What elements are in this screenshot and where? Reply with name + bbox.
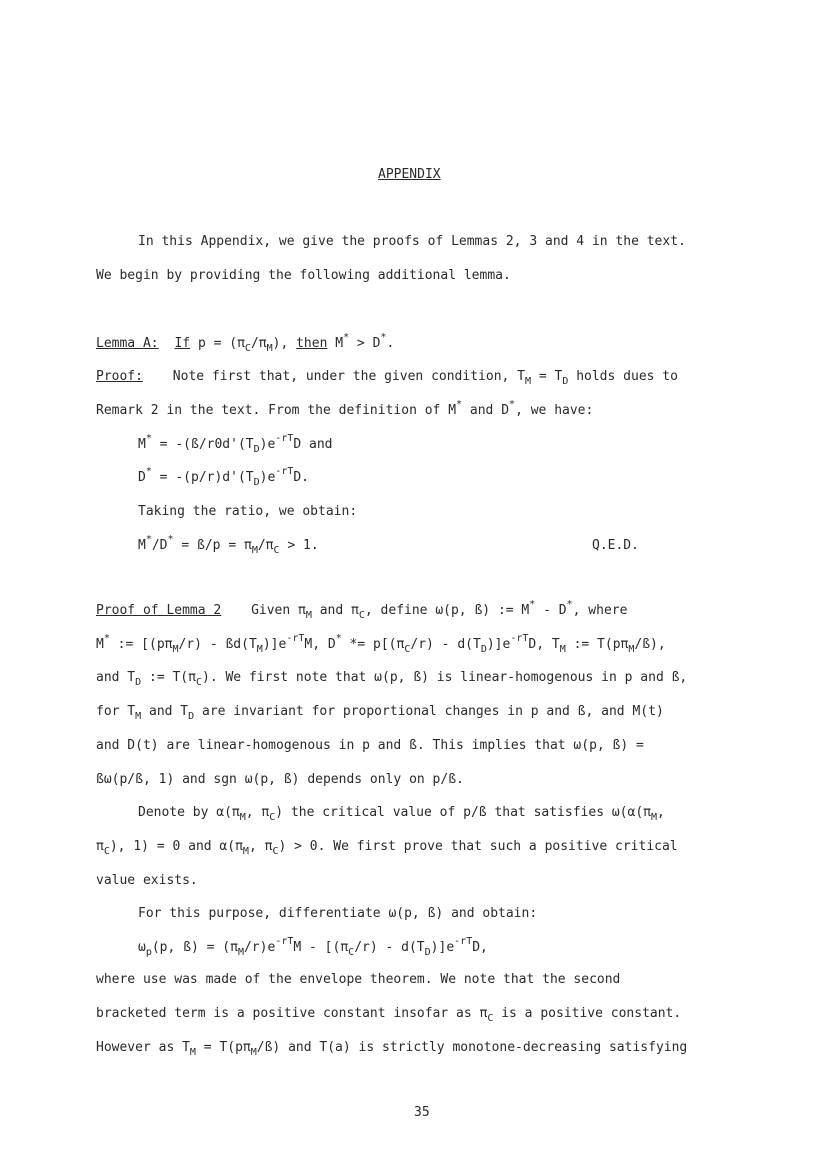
proof-a-equation-2: $D^* = -(p/r)d'(T_D)e^{-rT}D$. bbox=[138, 466, 310, 488]
proof-2-label: Proof of Lemma 2 bbox=[96, 603, 222, 618]
proof-2-line-1: Proof of Lemma 2 Given $\pi_M$ and $\pi_C$, define ω(p, ß) := M* - D*, where bbox=[96, 599, 628, 621]
proof-2-line-2: M* := [$(p\pi_M/r)$ - $ßd(T_M)]e^{-rT}M$, $D^* *= p[(\pi_C/r) - d(T_D)]e^{-rT}D$, $T_M$ := $T(p\pi_M/ß)$, bbox=[96, 633, 666, 655]
proof-2-line-8: $\pi_C$), 1) = 0 and $\alpha(\pi_M$, $\pi_C) > 0$. We first prove that such a positive critical bbox=[96, 839, 678, 857]
proof-2-line-6: ßω(p/ß, 1) and sgn ω(p, ß) depends only on p/ß. bbox=[96, 772, 464, 787]
proof-2-line-10: For this purpose, differentiate ω(p, ß) and obtain: bbox=[138, 906, 538, 921]
intro-line-1: In this Appendix, we give the proofs of Lemmas 2, 3 and 4 in the text. bbox=[138, 234, 686, 249]
intro-line-2: We begin by providing the following additional lemma. bbox=[96, 268, 511, 283]
qed-mark: Q.E.D. bbox=[592, 538, 639, 553]
proof-2-line-13: However as $T_M$ = $T(p\pi_M/ß)$ and T(a) is strictly monotone-decreasing satisfying bbox=[96, 1040, 688, 1058]
proof-2-line-11: where use was made of the envelope theorem. We note that the second bbox=[96, 972, 621, 987]
proof-a-line-1: Proof: Note first that, under the given condition, $T_M = T_D$ holds dues to bbox=[96, 369, 678, 387]
proof-a-label: Proof: bbox=[96, 369, 143, 384]
proof-a-line-2: Remark 2 in the text. From the definition of M* and D*, we have: bbox=[96, 399, 594, 418]
proof-2-line-4: for $T_M$ and $T_D$ are invariant for proportional changes in p and ß, and M(t) bbox=[96, 704, 664, 722]
lemma-a-statement: Lemma A: If $p = (\pi_C/\pi_M)$, then M* > D*. bbox=[96, 332, 395, 354]
proof-2-derivative-equation: $\omega_p(p$, ß) = $(\pi_M/r)e^{-rT}M - [(\pi_C/r) - d(T_D)]e^{-rT}D$, bbox=[138, 936, 488, 958]
proof-a-equation-1: $M^* = -(ß/r0d'(T_D)e^{-rT}D$ and bbox=[138, 433, 333, 455]
proof-a-ratio-text: Taking the ratio, we obtain: bbox=[138, 504, 358, 519]
proof-2-line-7: Denote by $\alpha(\pi_M$, $\pi_C$) the critical value of p/ß that satisfies $\omega(\alpha(\pi_M$, bbox=[138, 805, 665, 823]
proof-a-equation-3: M*/D* = ß/p = $\pi_M/\pi_C > 1$. bbox=[138, 534, 319, 556]
proof-2-line-3: and $T_D$ := $T(\pi_C)$. We first note that ω(p, ß) is linear-homogenous in p and ß, bbox=[96, 670, 688, 688]
proof-2-line-9: value exists. bbox=[96, 873, 198, 888]
page-number: 35 bbox=[414, 1105, 430, 1120]
proof-2-line-5: and D(t) are linear-homogenous in p and ß. This implies that ω(p, ß) = bbox=[96, 738, 644, 753]
lemma-a-label: Lemma A: bbox=[96, 336, 159, 351]
page-title: APPENDIX bbox=[378, 167, 441, 182]
proof-2-line-12: bracketed term is a positive constant insofar as $\pi_C$ is a positive constant. bbox=[96, 1006, 682, 1024]
lemma-a-then: then bbox=[296, 336, 328, 351]
lemma-a-if: If bbox=[174, 336, 191, 351]
